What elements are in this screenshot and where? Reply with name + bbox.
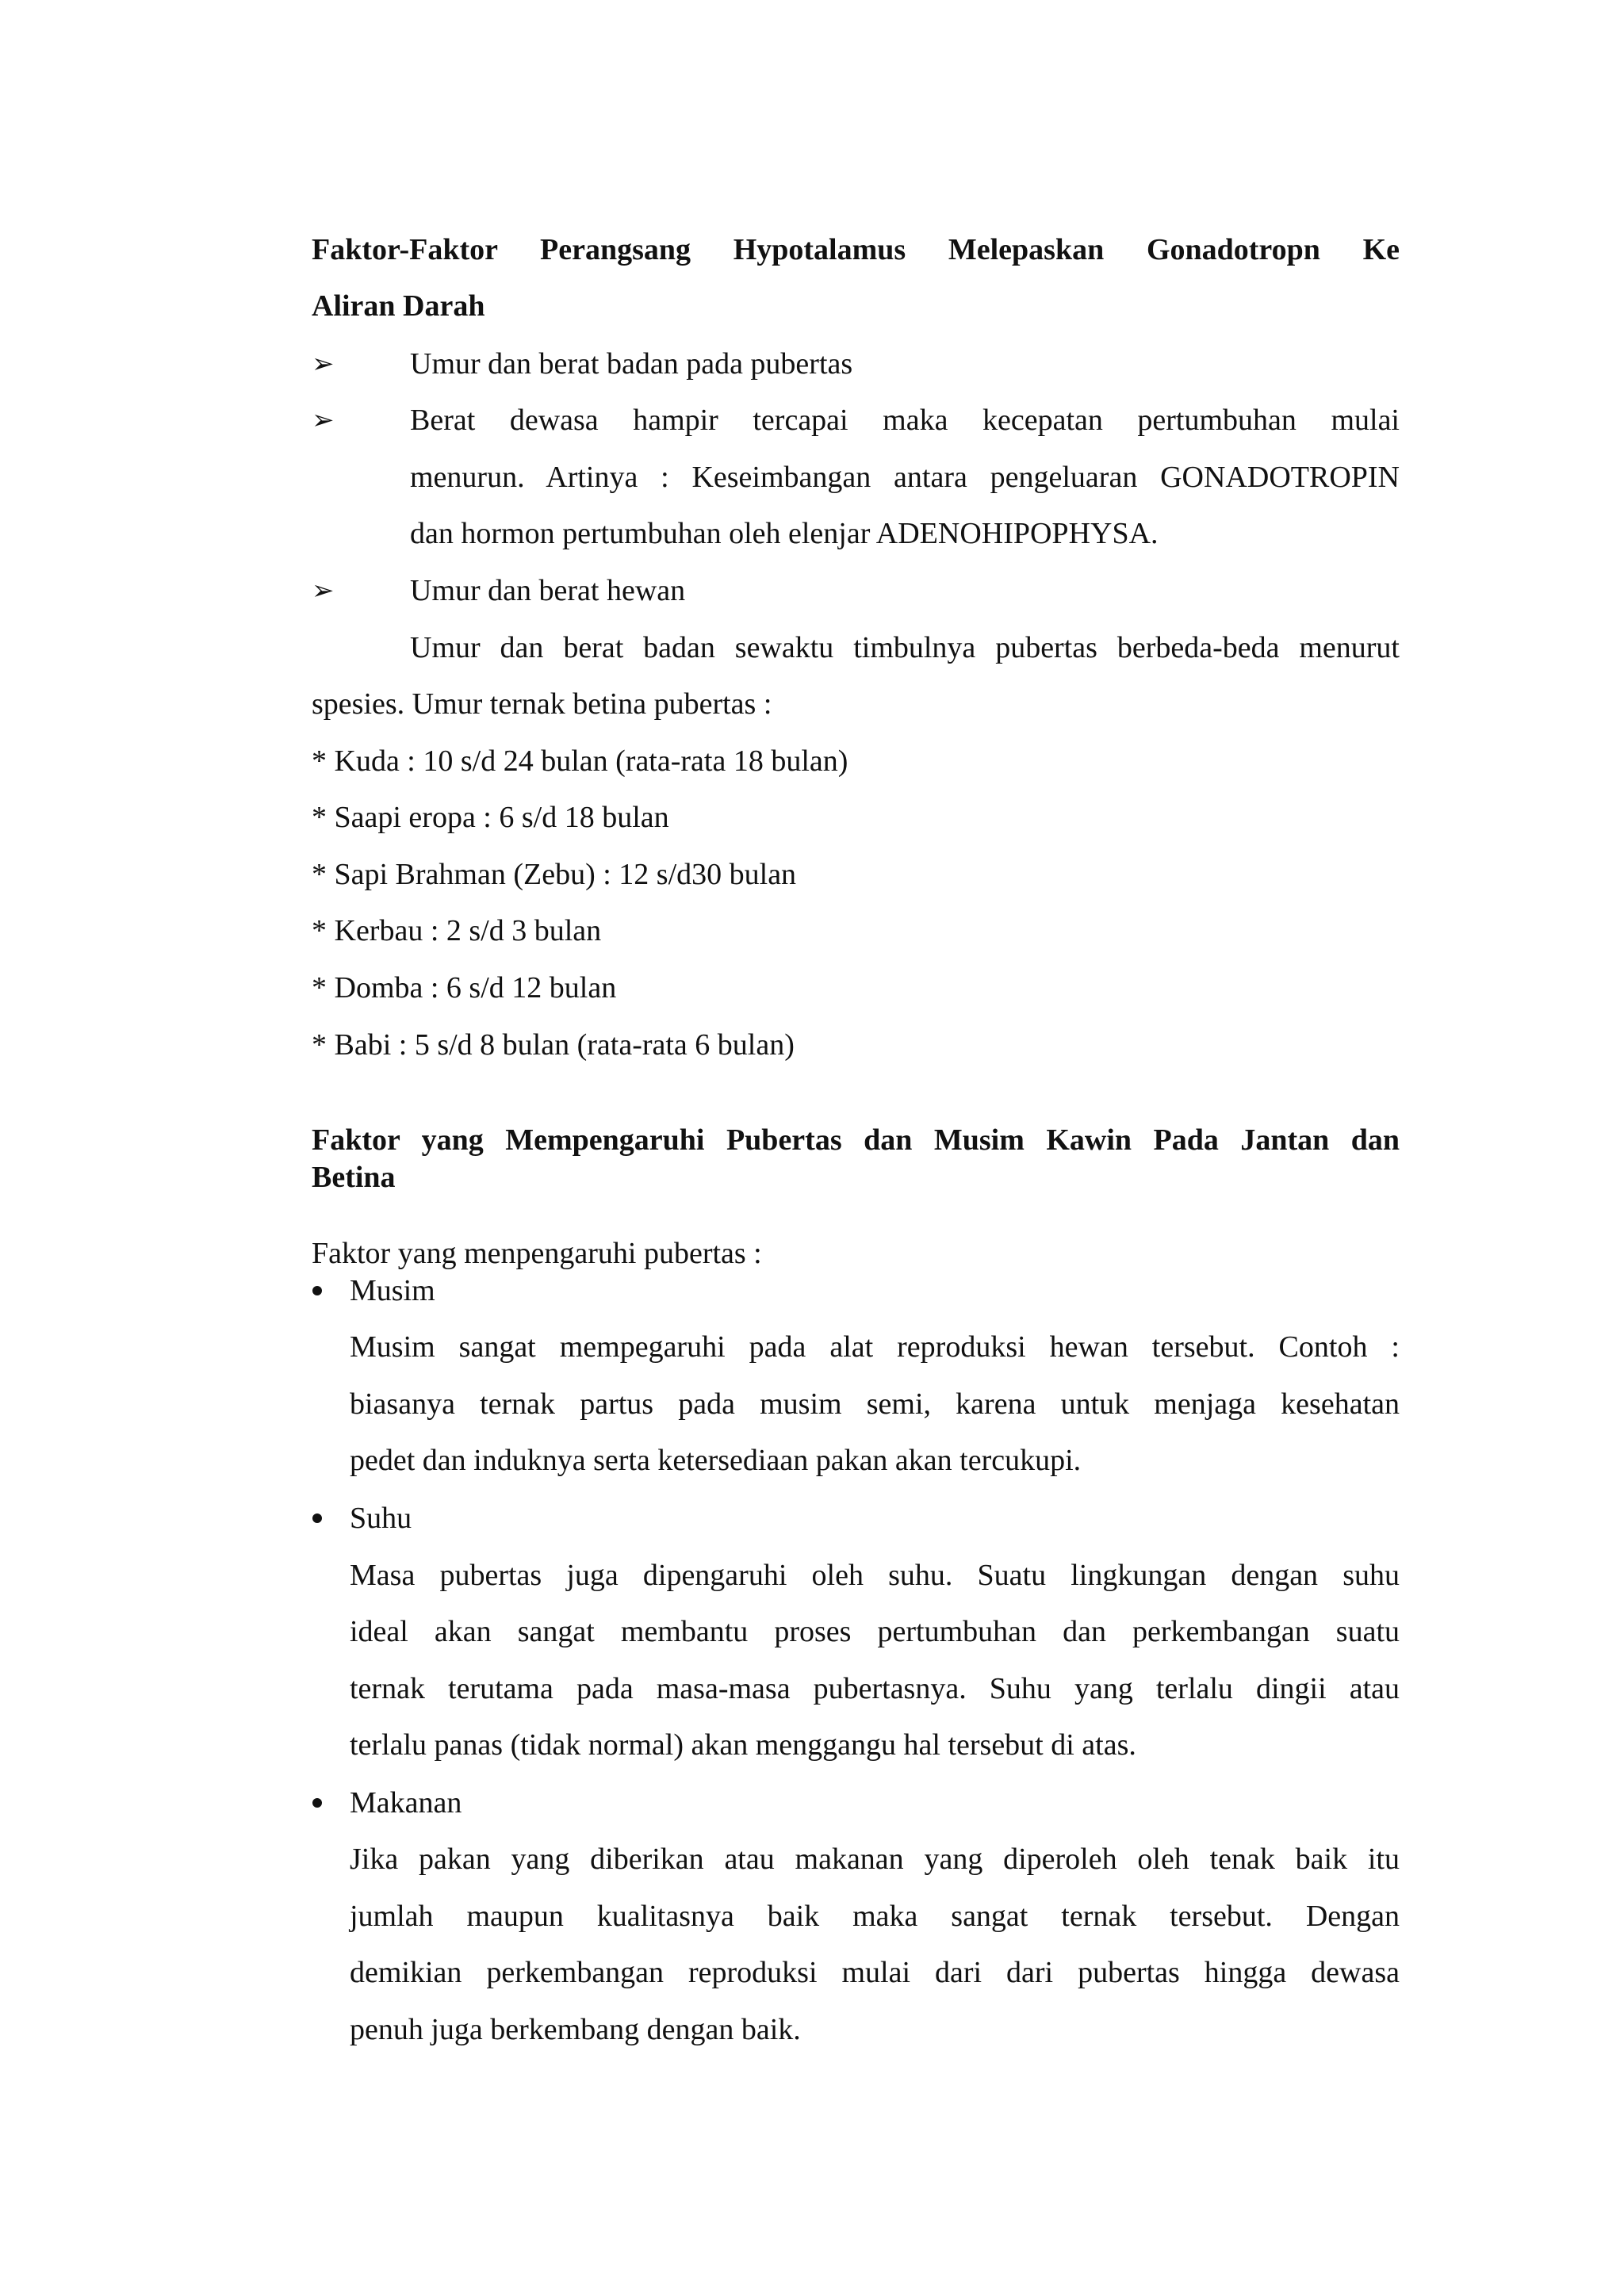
species-item: * Domba : 6 s/d 12 bulan (312, 971, 617, 1004)
bullet-item-cont: menurun. Artinya : Keseimbangan antara pengeluaran GONADOTROPIN (410, 461, 1400, 494)
bullet-item: Berat dewasa hampir tercapai maka kecepatan pertumbuhan mulai (410, 404, 1400, 437)
bullet-dot-icon (312, 1513, 322, 1523)
factor-text: ideal akan sangat membantu proses pertumbuhan dan perkembangan suatu (350, 1615, 1400, 1648)
intro-line: Faktor yang menpengaruhi pubertas : (312, 1237, 762, 1270)
factor-text: Masa pubertas juga dipengaruhi oleh suhu. Suatu lingkungan dengan suhu (350, 1559, 1400, 1592)
factor-text: terlalu panas (tidak normal) akan menggangu hal tersebut di atas. (350, 1728, 1136, 1762)
section2-heading: Faktor yang Mempengaruhi Pubertas dan Musim Kawin Pada Jantan dan (312, 1123, 1400, 1157)
factor-text: Musim sangat mempegaruhi pada alat reproduksi hewan tersebut. Contoh : (350, 1330, 1400, 1364)
species-item: * Babi : 5 s/d 8 bulan (rata-rata 6 bulan) (312, 1028, 795, 1062)
section1-heading: Faktor-Faktor Perangsang Hypotalamus Melepaskan Gonadotropn Ke (312, 233, 1400, 266)
bullet-item: Umur dan berat hewan (410, 574, 686, 607)
species-item: * Saapi eropa : 6 s/d 18 bulan (312, 801, 669, 834)
bullet-dot-icon (312, 1286, 322, 1295)
factor-title: Suhu (350, 1502, 412, 1535)
factor-title: Musim (350, 1274, 435, 1307)
paragraph-line: Umur dan berat badan sewaktu timbulnya pubertas berbeda-beda menurut (410, 631, 1400, 664)
factor-text: ternak terutama pada masa-masa pubertasnya. Suhu yang terlalu dingii atau (350, 1672, 1400, 1705)
section2-heading-cont: Betina (312, 1161, 396, 1194)
bullet-dot-icon (312, 1798, 322, 1808)
bullet-item: Umur dan berat badan pada pubertas (410, 347, 853, 381)
species-item: * Sapi Brahman (Zebu) : 12 s/d30 bulan (312, 858, 797, 891)
factor-title: Makanan (350, 1786, 462, 1820)
species-item: * Kuda : 10 s/d 24 bulan (rata-rata 18 bulan) (312, 744, 848, 778)
bullet-item-cont: dan hormon pertumbuhan oleh elenjar ADENOHIPOPHYSA. (410, 517, 1159, 550)
arrow-bullet-icon: ➢ (312, 348, 335, 380)
arrow-bullet-icon: ➢ (312, 404, 335, 436)
factor-text: Jika pakan yang diberikan atau makanan yang diperoleh oleh tenak baik itu (350, 1843, 1400, 1876)
section1-heading-cont: Aliran Darah (312, 289, 485, 323)
paragraph-line: spesies. Umur ternak betina pubertas : (312, 687, 772, 721)
factor-text: jumlah maupun kualitasnya baik maka sangat ternak tersebut. Dengan (350, 1900, 1400, 1933)
arrow-bullet-icon: ➢ (312, 575, 335, 607)
factor-text: biasanya ternak partus pada musim semi, karena untuk menjaga kesehatan (350, 1387, 1400, 1421)
species-item: * Kerbau : 2 s/d 3 bulan (312, 914, 602, 947)
factor-text: demikian perkembangan reproduksi mulai dari dari pubertas hingga dewasa (350, 1956, 1400, 1989)
factor-text: penuh juga berkembang dengan baik. (350, 2013, 801, 2046)
factor-text: pedet dan induknya serta ketersediaan pakan akan tercukupi. (350, 1444, 1082, 1477)
